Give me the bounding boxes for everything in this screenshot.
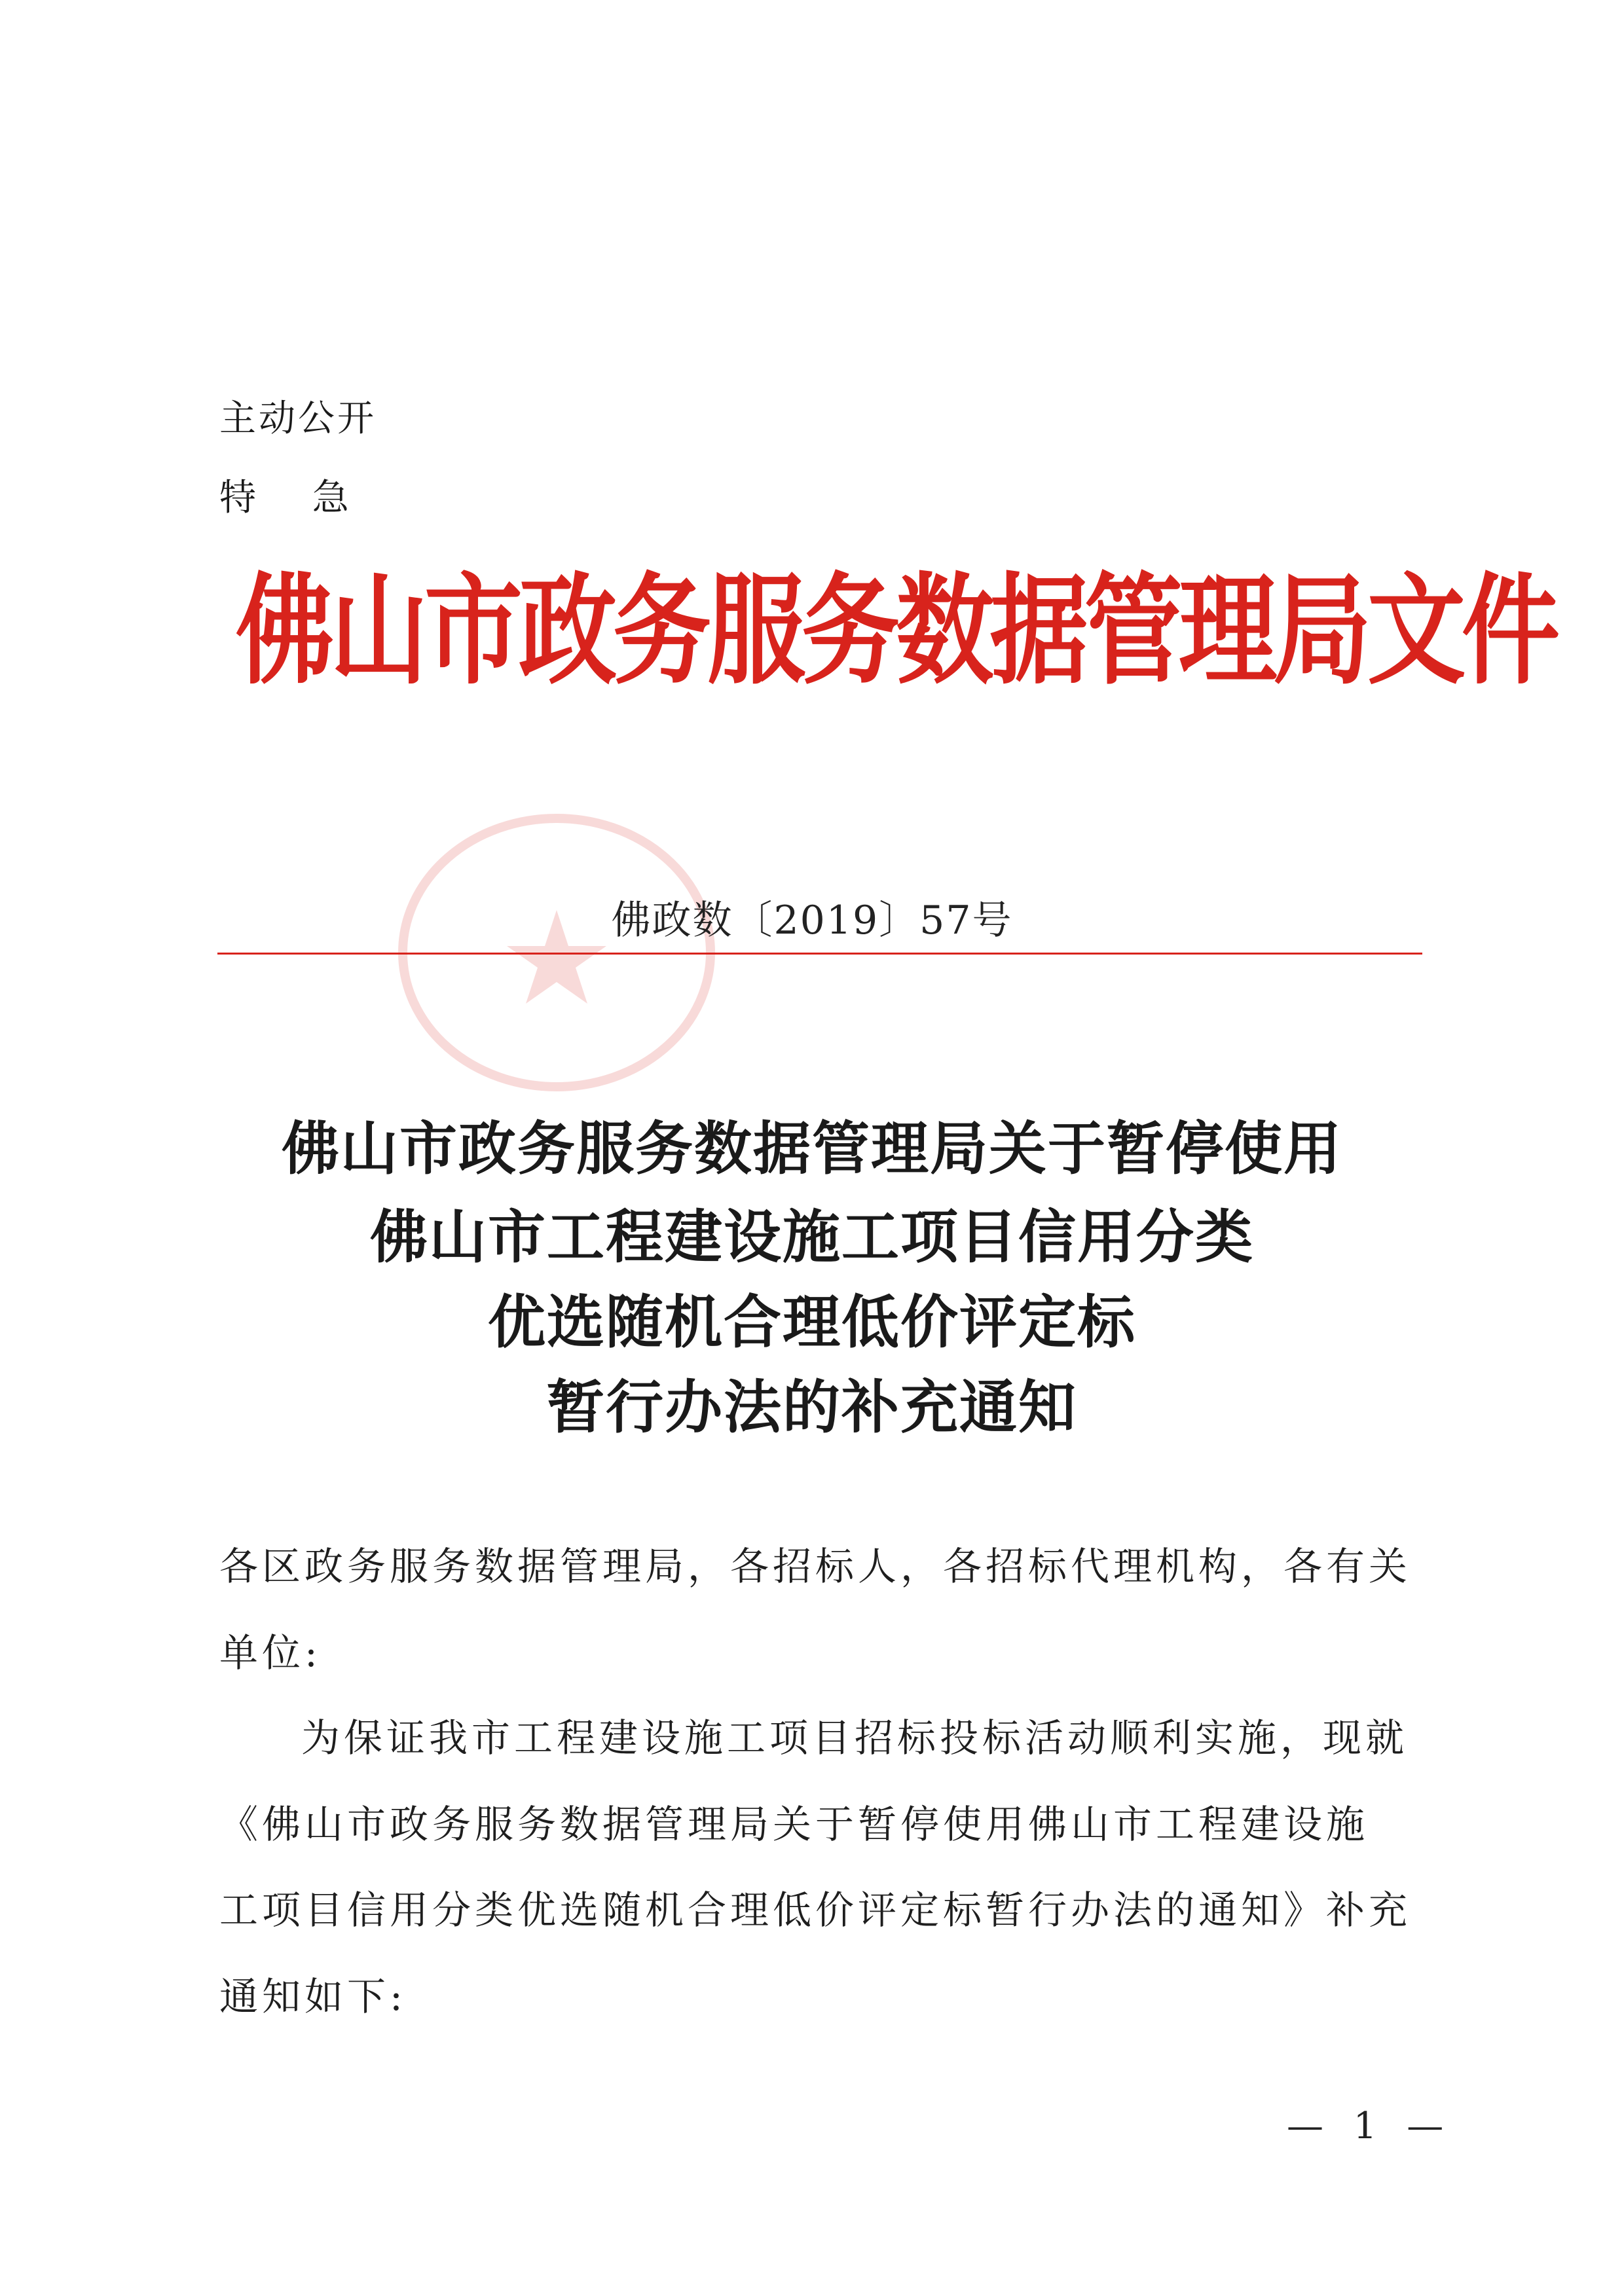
title-line: 优选随机合理低价评定标 xyxy=(487,1288,1136,1356)
body-line: 为保证我市工程建设施工项目招标投标活动顺利实施，现就 xyxy=(301,1715,1409,1760)
body-line: 通知如下: xyxy=(219,1974,407,2019)
title-line: 佛山市工程建设施工项目信用分类 xyxy=(369,1203,1254,1271)
body-line: 工项目信用分类优选随机合理低价评定标暂行办法的通知》补充 xyxy=(219,1887,1412,1933)
title-line: 暂行办法的补充通知 xyxy=(546,1373,1077,1441)
page-number: — 1 — xyxy=(1287,2105,1453,2147)
issuer-heading: 佛山市政务服务数据管理局文件 xyxy=(236,560,1557,701)
body-line: 《佛山市政务服务数据管理局关于暂停使用佛山市工程建设施 xyxy=(219,1802,1369,1847)
urgency-label: 特 急 xyxy=(219,477,352,519)
red-divider xyxy=(217,953,1422,955)
addressee-line: 单位: xyxy=(219,1630,322,1675)
disclosure-label: 主动公开 xyxy=(219,397,377,440)
document-number: 佛政数〔2019〕57号 xyxy=(611,898,1013,943)
title-line: 佛山市政务服务数据管理局关于暂停使用 xyxy=(281,1114,1342,1182)
addressee-line: 各区政务服务数据管理局，各招标人，各招标代理机构，各有关 xyxy=(219,1544,1412,1589)
